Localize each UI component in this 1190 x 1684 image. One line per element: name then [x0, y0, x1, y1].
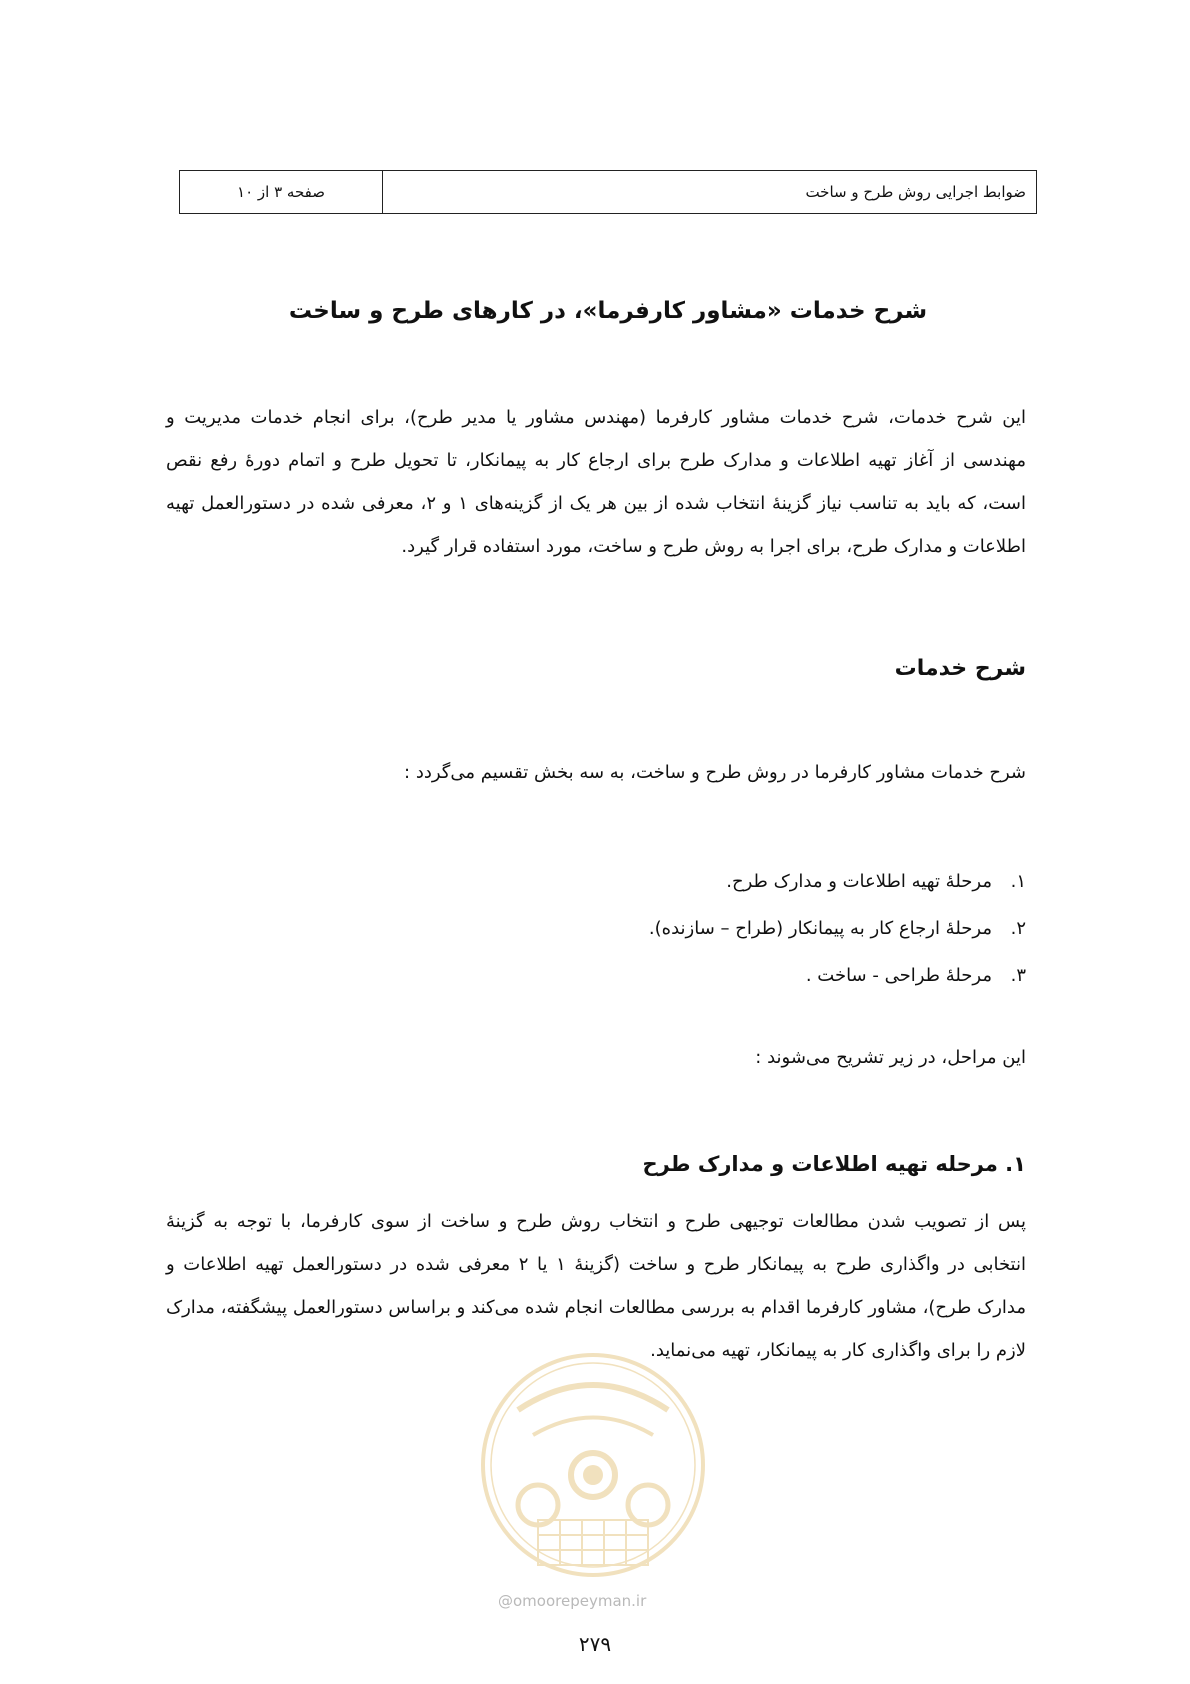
step-number: ۲. [1010, 918, 1026, 939]
list-item [649, 952, 1026, 999]
list-item [649, 905, 1026, 952]
step-text: مرحلهٔ تهیه اطلاعات و مدارک طرح. [726, 871, 992, 892]
watermark-caption: @omoorepeyman.ir [498, 1592, 647, 1610]
intro-paragraph: این شرح خدمات، شرح خدمات مشاور کارفرما (مهندس مشاور یا مدیر طرح)، برای انجام خدمات مدیریت و مهندسی از آغاز تهیه اطلاعات و مدارک طرح برای ارجاع کار به پیمانکار، تا تحویل طرح و اتمام دورهٔ رفع نقص است، که باید به تناسب نیاز گزینهٔ انتخاب شده از بین هر یک از گزینه‌های ۱ و ۲، معرفی شده در دستورالعمل تهیه اطلاعات و مدارک طرح، برای اجرا به روش طرح و ساخت، مورد استفاده قرار گیرد. [166, 407, 1026, 557]
step-number: ۳. [1010, 965, 1026, 986]
services-heading: شرح خدمات [894, 656, 1026, 681]
steps-list [649, 858, 1026, 999]
watermark-logo-icon [478, 1340, 708, 1590]
step-number: ۱. [1010, 871, 1026, 892]
stage1-heading: ۱. مرحله تهیه اطلاعات و مدارک طرح [642, 1152, 1026, 1176]
list-item [649, 858, 1026, 905]
page-number: ۲۷۹ [578, 1632, 612, 1656]
steps-outro: این مراحل، در زیر تشریح می‌شوند : [755, 1047, 1026, 1068]
header-doc-title: ضوابط اجرایی روش طرح و ساخت [805, 183, 1026, 201]
header-page-info: صفحه ۳ از ۱۰ [180, 171, 383, 213]
services-intro: شرح خدمات مشاور کارفرما در روش طرح و ساخت، به سه بخش تقسیم می‌گردد : [404, 762, 1026, 783]
stage1-body: پس از تصویب شدن مطالعات توجیهی طرح و انتخاب روش طرح و ساخت از سوی کارفرما، با توجه به گزینهٔ انتخابی در واگذاری طرح به پیمانکار طرح و ساخت (گزینهٔ ۱ یا ۲ معرفی شده در دستورالعمل تهیه اطلاعات و مدارک طرح)، مشاور کارفرما اقدام به بررسی مطالعات انجام شده می‌کند و براساس دستورالعمل پیشگفته، مدارک لازم را برای واگذاری کار به پیمانکار، تهیه می‌نماید. [166, 1211, 1026, 1361]
step-text: مرحلهٔ ارجاع کار به پیمانکار (طراح – سازنده). [648, 918, 992, 939]
header-table [179, 170, 1037, 214]
step-text: مرحلهٔ طراحی - ساخت . [805, 965, 992, 986]
page-title: شرح خدمات «مشاور کارفرما»، در کارهای طرح و ساخت [288, 298, 928, 324]
